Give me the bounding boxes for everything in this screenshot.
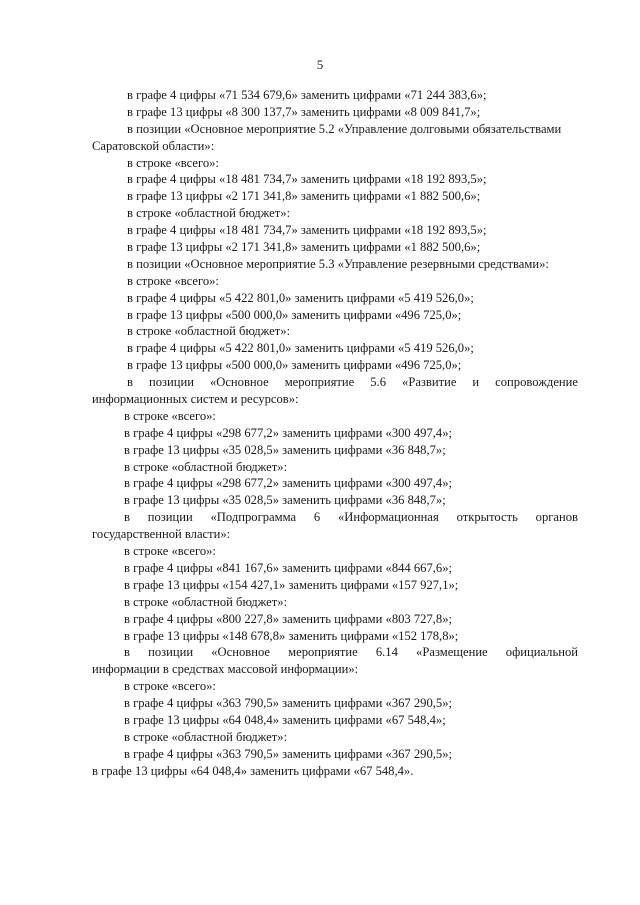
position-heading-continued: Саратовской области»:	[92, 138, 215, 153]
row-label: в строке «всего»:	[127, 273, 219, 288]
amendment-line: в графе 13 цифры «8 300 137,7» заменить цифрами «8 009 841,7»;	[127, 104, 481, 119]
amendment-line: в графе 4 цифры «363 790,5» заменить цифрами «367 290,5»;	[124, 696, 453, 711]
amendment-line: в графе 13 цифры «148 678,8» заменить цифрами «152 178,8»;	[124, 628, 459, 643]
amendment-line: в графе 4 цифры «5 422 801,0» заменить цифрами «5 419 526,0»;	[127, 290, 474, 305]
amendment-line: в графе 4 цифры «18 481 734,7» заменить цифрами «18 192 893,5»;	[127, 172, 487, 187]
amendment-line: в графе 13 цифры «35 028,5» заменить цифрами «36 848,7»;	[124, 493, 446, 508]
amendment-line: в графе 4 цифры «18 481 734,7» заменить цифрами «18 192 893,5»;	[127, 223, 487, 238]
amendment-line: в графе 4 цифры «800 227,8» заменить цифрами «803 727,8»;	[124, 611, 453, 626]
position-heading: в позиции «Основное мероприятие 5.2 «Управление долговыми обязательствами	[127, 121, 562, 136]
row-label: в строке «областной бюджет»:	[127, 206, 291, 221]
amendment-line: в графе 4 цифры «71 534 679,6» заменить цифрами «71 244 383,6»;	[127, 88, 487, 102]
amendment-line: в графе 13 цифры «500 000,0» заменить цифрами «496 725,0»;	[127, 358, 462, 373]
position-heading: в позиции «Основное мероприятие 6.14 «Размещение официальной	[124, 645, 578, 660]
amendment-line: в графе 13 цифры «2 171 341,8» заменить цифрами «1 882 500,6»;	[127, 189, 481, 204]
row-label: в строке «всего»:	[124, 544, 216, 559]
amendment-line: в графе 4 цифры «841 167,6» заменить цифрами «844 667,6»;	[124, 560, 453, 575]
amendment-line: в графе 13 цифры «500 000,0» заменить цифрами «496 725,0»;	[127, 307, 462, 322]
amendment-line: в графе 13 цифры «64 048,4» заменить цифрами «67 548,4».	[92, 763, 414, 778]
position-heading-continued: государственной власти»:	[92, 527, 231, 542]
amendment-line: в графе 4 цифры «5 422 801,0» заменить цифрами «5 419 526,0»;	[127, 341, 474, 356]
amendment-line: в графе 4 цифры «363 790,5» заменить цифрами «367 290,5»;	[124, 746, 453, 761]
amendment-line: в графе 4 цифры «298 677,2» заменить цифрами «300 497,4»;	[124, 425, 453, 440]
row-label: в строке «областной бюджет»:	[124, 729, 288, 744]
row-label: в строке «областной бюджет»:	[127, 324, 291, 339]
row-label: в строке «областной бюджет»:	[124, 594, 288, 609]
amendment-line: в графе 13 цифры «154 427,1» заменить цифрами «157 927,1»;	[124, 577, 459, 592]
document-body	[0, 87, 640, 780]
position-heading: в позиции «Основное мероприятие 5.3 «Управление резервными средствами»:	[127, 256, 549, 271]
position-heading-continued: информации в средствах массовой информации»:	[92, 662, 359, 677]
position-heading: в позиции «Подпрограмма 6 «Информационная открытость органов	[124, 510, 578, 525]
row-label: в строке «областной бюджет»:	[124, 459, 288, 474]
amendment-line: в графе 4 цифры «298 677,2» заменить цифрами «300 497,4»;	[124, 476, 453, 491]
amendment-line: в графе 13 цифры «2 171 341,8» заменить цифрами «1 882 500,6»;	[127, 240, 481, 255]
position-heading-continued: информационных систем и ресурсов»:	[92, 392, 299, 407]
row-label: в строке «всего»:	[127, 155, 219, 170]
amendment-line: в графе 13 цифры «64 048,4» заменить цифрами «67 548,4»;	[124, 712, 446, 727]
row-label: в строке «всего»:	[124, 408, 216, 423]
row-label: в строке «всего»:	[124, 679, 216, 694]
page-number: 5	[316, 57, 324, 72]
amendment-line: в графе 13 цифры «35 028,5» заменить цифрами «36 848,7»;	[124, 442, 446, 457]
position-heading: в позиции «Основное мероприятие 5.6 «Развитие и сопровождение	[127, 375, 578, 390]
